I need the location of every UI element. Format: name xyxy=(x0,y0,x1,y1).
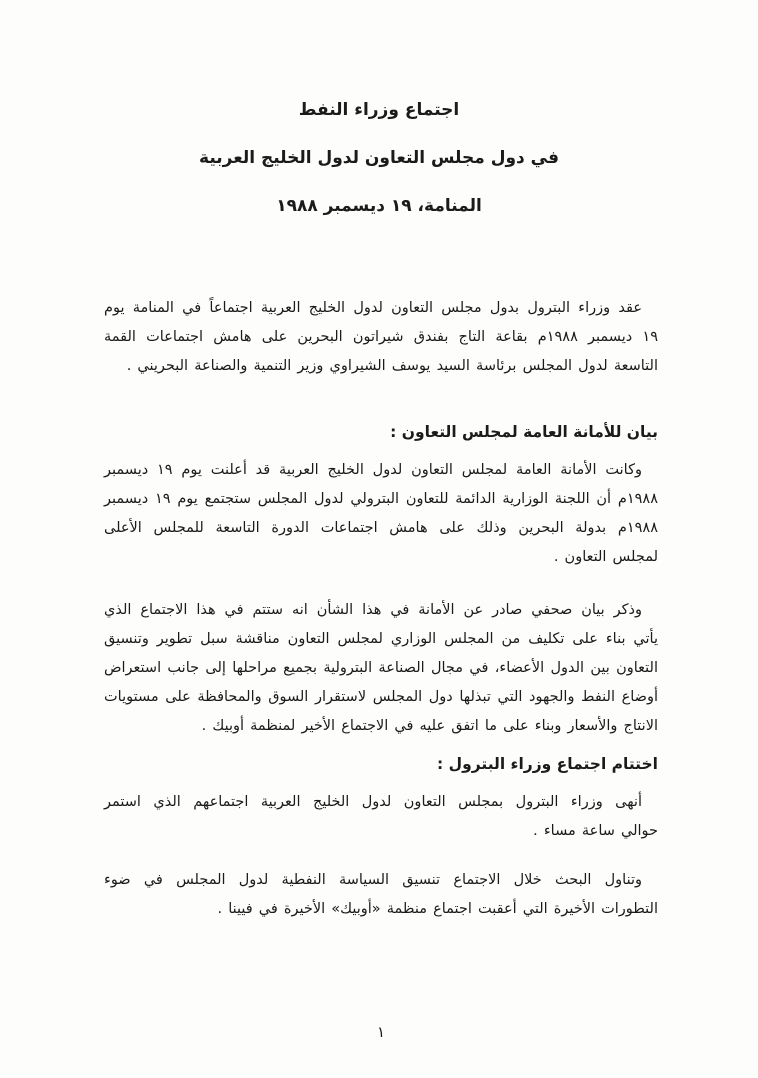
paragraph-press-statement xyxy=(104,596,658,741)
text-line: ١٩ ديسمبر ١٩٨٨م بقاعة التاج بفندق شيراتون البحرين على هامش اجتماعات القمة xyxy=(104,329,658,345)
text-line: ١٩٨٨م بدولة البحرين وذلك على هامش اجتماعات الدورة التاسعة للمجلس الأعلى xyxy=(104,520,658,536)
section-heading-meeting-conclusion: اختتام اجتماع وزراء البترول : xyxy=(437,755,658,773)
text-line: أنهى وزراء البترول بمجلس التعاون لدول الخليج العربية اجتماعهم الذي استمر xyxy=(104,794,642,810)
text-line: التعاون بين الدول الأعضاء، في مجال الصناعة البترولية بجميع مراحلها إلى جانب استعراض xyxy=(104,660,658,676)
text-line: التاسعة لدول المجلس برئاسة السيد يوسف الشيراوي وزير التنمية والصناعة البحريني . xyxy=(126,358,658,374)
document-header xyxy=(0,86,758,230)
text-line: وكانت الأمانة العامة لمجلس التعاون لدول الخليج العربية قد أعلنت يوم ١٩ ديسمبر xyxy=(104,462,642,478)
section-heading-secretariat-statement: بيان للأمانة العامة لمجلس التعاون : xyxy=(390,423,658,441)
document-body xyxy=(0,294,758,1042)
paragraph-meeting-conclusion xyxy=(104,788,658,846)
text-line: لمجلس التعاون . xyxy=(553,549,658,565)
document-title-line-1: اجتماع وزراء النفط xyxy=(298,100,460,120)
document-title-date-line: المنامة، ١٩ ديسمبر ١٩٨٨ xyxy=(276,196,482,216)
text-line: أوضاع النفط والجهود التي تبذلها دول المجلس لاستقرار السوق والمحافظة على مستويات xyxy=(104,689,658,705)
text-line: وتناول البحث خلال الاجتماع تنسيق السياسة النفطية لدول المجلس في ضوء xyxy=(104,872,642,888)
paragraph-opening xyxy=(104,294,658,381)
text-line: عقد وزراء البترول بدول مجلس التعاون لدول الخليج العربية اجتماعاً في المنامة يوم xyxy=(104,300,642,316)
text-line: الانتاج والأسعار وبناء على ما اتفق عليه في الاجتماع الأخير لمنظمة أوبيك . xyxy=(201,718,658,734)
document-title-line-2: في دول مجلس التعاون لدول الخليج العربية xyxy=(199,148,559,168)
text-line: وذكر بيان صحفي صادر عن الأمانة في هذا الشأن انه ستتم في هذا الاجتماع الذي xyxy=(104,602,642,618)
paragraph-secretariat-announcement xyxy=(104,456,658,572)
paragraph-policy-discussion xyxy=(104,866,658,924)
text-line: يأتي بناء على تكليف من المجلس الوزاري لمجلس التعاون مناقشة سبل تطوير وتنسيق xyxy=(104,631,658,647)
text-line: ١٩٨٨م أن اللجنة الوزارية الدائمة للتعاون البترولي لدول المجلس ستجتمع يوم ١٩ ديسمبر xyxy=(104,491,659,507)
page-number: ١ xyxy=(376,1023,386,1041)
text-line: حوالي ساعة مساء . xyxy=(533,823,658,839)
text-line: التطورات الأخيرة التي أعقبت اجتماع منظمة «أوبيك» الأخيرة في فيينا . xyxy=(217,901,658,917)
